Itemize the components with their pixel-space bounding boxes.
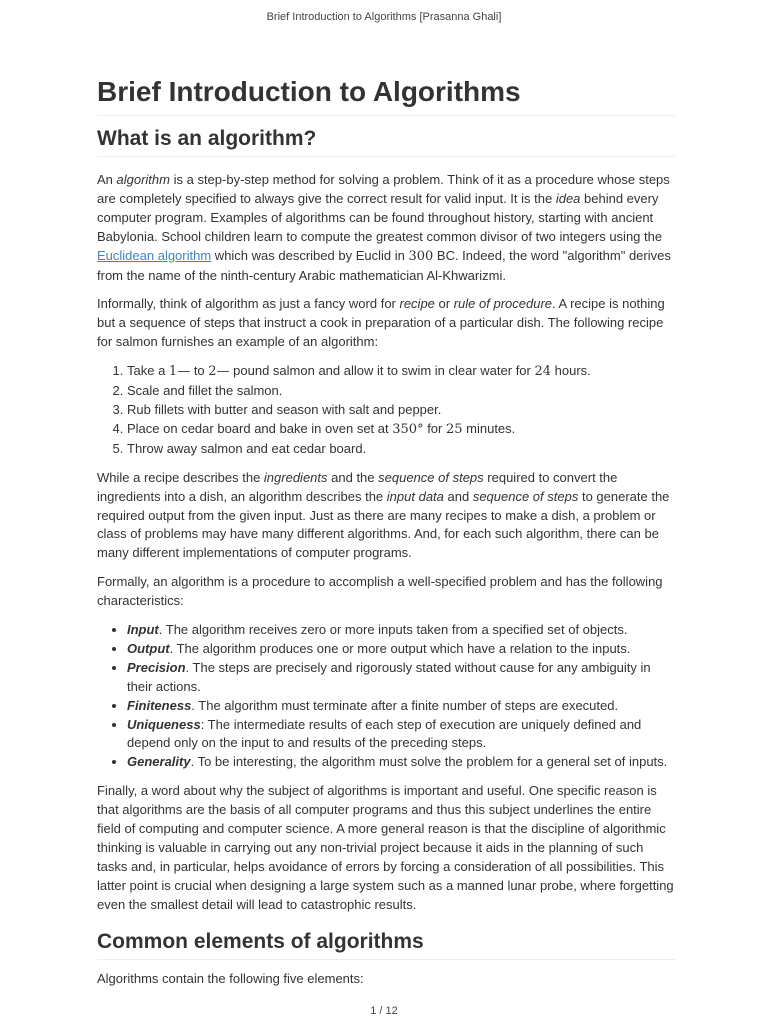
math-value: 25 <box>445 421 463 437</box>
emphasis-text: input data <box>386 488 444 504</box>
list-item <box>127 621 675 640</box>
text-run: and <box>443 488 473 504</box>
text-run: to <box>190 363 209 379</box>
list-item <box>127 362 675 382</box>
text-run: is a step-by-step method for solving a problem. Think of it as a procedure whose steps are completely specified to always give the correct result for valid input. It is the <box>97 172 670 206</box>
emphasis-text: sequence of steps <box>378 469 484 485</box>
text-run: hours. <box>551 363 591 379</box>
term-label: Precision <box>127 659 186 675</box>
page-title: Brief Introduction to Algorithms <box>97 72 675 116</box>
text-run: Throw away salmon and eat cedar board. <box>127 440 367 456</box>
text-run: pound salmon and allow it to swim in clear water for <box>229 363 535 379</box>
paragraphs-recipe-vs-algorithm <box>97 469 675 611</box>
list-item <box>127 640 675 659</box>
paragraph <box>97 573 675 611</box>
emphasis-text: recipe <box>399 296 435 312</box>
text-run: Algorithms contain the following five elements: <box>97 970 364 986</box>
text-run: . The algorithm produces one or more output which have a relation to the inputs. <box>169 640 631 656</box>
text-run: Scale and fillet the salmon. <box>127 383 283 399</box>
text-run: behind every computer program. Examples of algorithms can be found throughout history, starting with ancient Babylonia. School children learn to compute the greatest common divisor of two integers using the <box>97 190 663 244</box>
euclidean-algorithm-link[interactable]: Euclidean algorithm <box>97 247 212 263</box>
term-label: Generality <box>127 754 191 770</box>
term-label: Output <box>127 640 170 656</box>
emphasis-text: idea <box>555 190 581 206</box>
recipe-steps-list <box>97 362 675 459</box>
text-run: . The algorithm must terminate after a finite number of steps are executed. <box>191 697 619 713</box>
text-run: to generate the required output from the given input. Just as there are many recipes to make a dish, a problem or class of problems may have many different algorithms. And, for each such algorithm, there can be many different implementations of computer programs. <box>97 488 670 561</box>
text-run: Finally, a word about why the subject of algorithms is important and useful. One specific reason is that algorithms are the basis of all computer programs and thus this subject underlines the entire field of computing and computer science. A more general reason is that the discipline of algorithmic thinking is valuable in carrying out any non-trivial project because it aids in the planning of such tasks and, in particular, helps avoidance of errors by forcing a consideration of all possibilities. This latter point is crucial when designing a large system such as a manned lunar probe, where forgetting even the smallest detail will lead to catastrophic results. <box>97 783 674 912</box>
emphasis-text: rule of procedure <box>453 296 552 312</box>
text-run: BC. Indeed, the word "algorithm" derives from the name of the ninth-century Arabic mathematician Al-Khwarizmi. <box>97 247 671 283</box>
list-item <box>127 401 675 420</box>
running-header: Brief Introduction to Algorithms [Prasanna Ghali] <box>266 11 502 23</box>
list-item <box>127 382 675 401</box>
math-value: 300 <box>408 248 434 264</box>
paragraph <box>97 469 675 564</box>
document-body <box>97 72 675 989</box>
text-run: . To be interesting, the algorithm must solve the problem for a general set of inputs. <box>190 754 668 770</box>
list-item <box>127 697 675 716</box>
list-item <box>127 716 675 754</box>
paragraph <box>97 295 675 352</box>
text-run: . The algorithm receives zero or more inputs taken from a specified set of objects. <box>158 622 628 638</box>
list-item <box>127 753 675 772</box>
paragraphs-intro <box>97 171 675 352</box>
paragraphs-importance <box>97 782 675 914</box>
text-run: . A recipe is nothing but a sequence of steps that instruct a cook in preparation of a particular dish. The following recipe for salmon furnishes an example of an algorithm: <box>97 296 665 350</box>
list-item <box>127 420 675 440</box>
section-heading-common-elements: Common elements of algorithms <box>97 927 675 960</box>
math-value: 350° <box>392 421 424 437</box>
text-run: minutes. <box>462 420 516 436</box>
text-run: : The intermediate results of each step of execution are uniquely defined and depend only on the input to and results of the preceding steps. <box>127 716 642 751</box>
text-run: and the <box>327 469 379 485</box>
text-run: . The steps are precisely and rigorously stated without cause for any ambiguity in their actions. <box>127 659 651 694</box>
term-label: Finiteness <box>127 697 192 713</box>
text-run: required to convert the ingredients into a dish, an algorithm describes the <box>97 469 618 504</box>
math-value: 2— <box>208 364 230 380</box>
paragraph <box>97 782 675 914</box>
text-run: for <box>423 420 446 436</box>
emphasis-text: sequence of steps <box>472 488 579 504</box>
math-value: 1— <box>168 364 191 380</box>
list-item <box>127 659 675 697</box>
text-run: Formally, an algorithm is a procedure to accomplish a well-specified problem and has the following characteristics: <box>97 574 663 609</box>
text-run: An <box>97 172 117 187</box>
term-label: Uniqueness <box>127 716 201 732</box>
paragraph <box>97 171 675 285</box>
text-run: Informally, think of algorithm as just a fancy word for <box>97 296 400 312</box>
paragraph <box>97 970 675 989</box>
term-label: Input <box>127 622 159 638</box>
text-run: which was described by Euclid in <box>211 247 409 263</box>
emphasis-text: algorithm <box>116 172 170 187</box>
text-run: While a recipe describes the <box>97 469 264 485</box>
list-item <box>127 440 675 459</box>
text-run: Rub fillets with butter and season with salt and pepper. <box>127 401 442 417</box>
characteristics-list <box>97 621 675 772</box>
text-run: Take a <box>127 363 169 379</box>
text-run: Place on cedar board and bake in oven set at <box>127 420 393 436</box>
section-heading-what-is-algorithm: What is an algorithm? <box>97 124 675 157</box>
paragraphs-elements <box>97 970 675 989</box>
math-value: 24 <box>534 364 552 380</box>
text-run: or <box>434 296 454 312</box>
page-indicator: 1 / 12 <box>0 1004 768 1024</box>
emphasis-text: ingredients <box>263 469 328 485</box>
